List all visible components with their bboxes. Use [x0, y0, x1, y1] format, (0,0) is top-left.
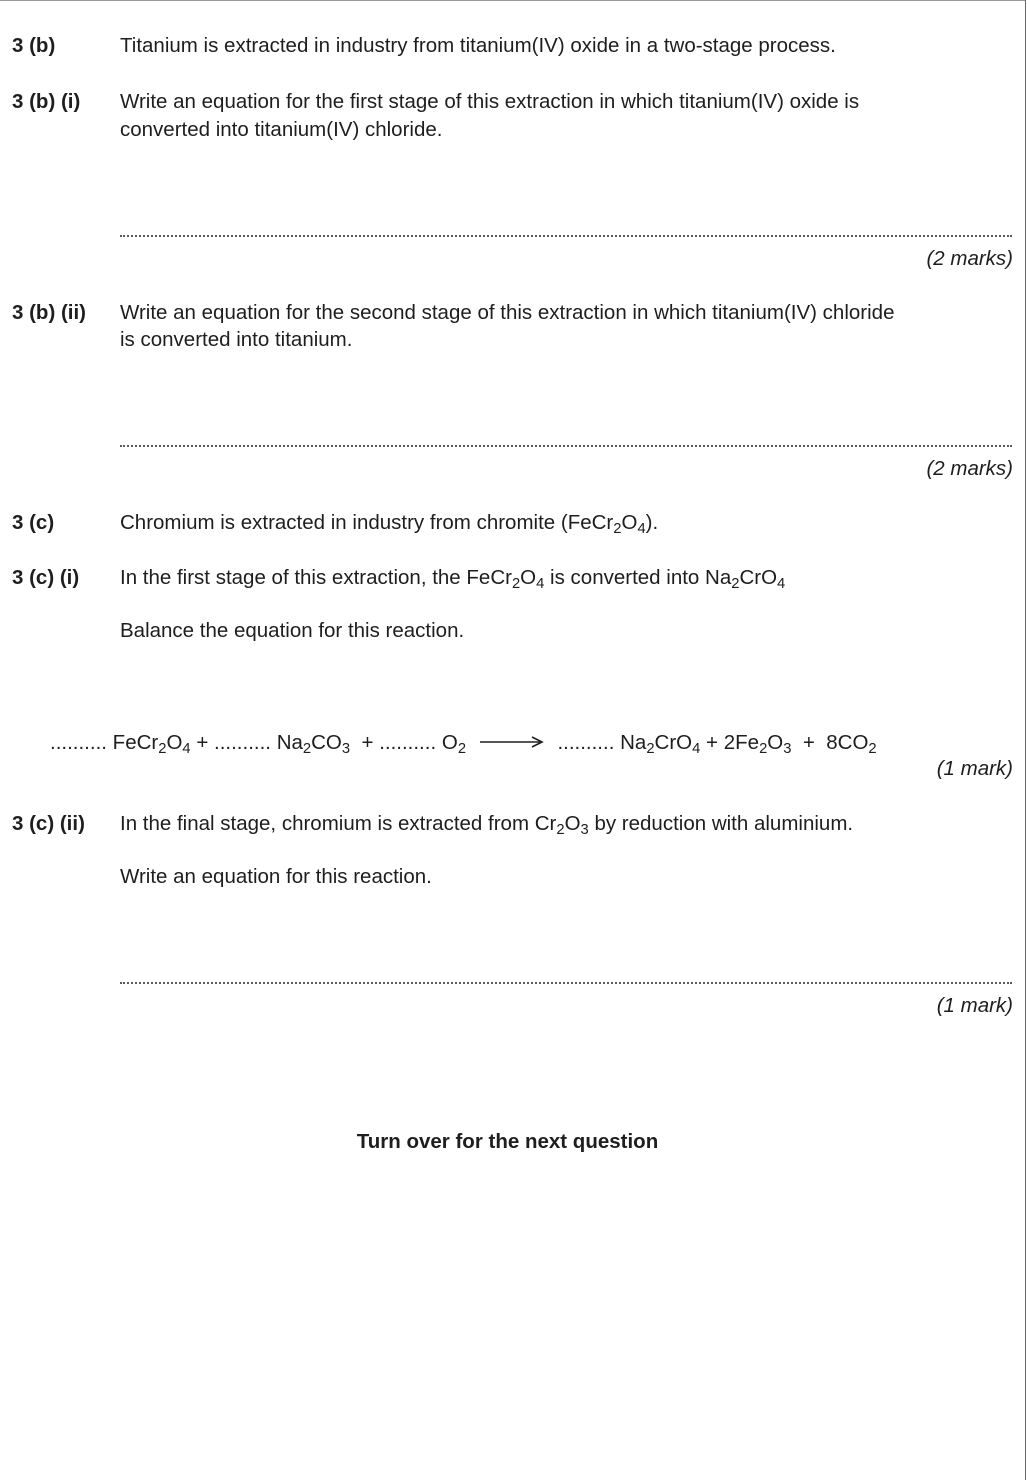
product-fe2o3: $2Fe_2O_3$: [723, 731, 792, 758]
question-3b-text: Titanium is extracted in industry from titanium(IV) oxide in a two-stage process.: [120, 34, 836, 57]
question-3bi-line2: converted into titanium(IV) chloride.: [120, 118, 443, 141]
question-3bii-line1: Write an equation for the second stage of this extraction in which titanium(IV) chloride: [120, 301, 895, 324]
question-3bi-line1: Write an equation for the first stage of this extraction in which titanium(IV) oxide is: [120, 90, 860, 113]
answer-line-3bi[interactable]: [120, 235, 1012, 237]
blank-coefficient-1[interactable]: ..........: [50, 731, 107, 754]
question-number-3c: 3 (c): [12, 511, 55, 534]
marks-3cii: (1 mark): [936, 994, 1013, 1017]
answer-line-3bii[interactable]: [120, 445, 1012, 447]
blank-coefficient-4[interactable]: ..........: [557, 731, 615, 754]
plus-sign: +: [706, 731, 719, 754]
marks-3ci: (1 mark): [936, 757, 1013, 780]
question-3ci-line2: Balance the equation for this reaction.: [120, 619, 465, 642]
reactant-fecr2o4: $FeCr_2O_4$: [112, 731, 191, 758]
question-number-3cii: 3 (c) (ii): [12, 812, 85, 835]
page-border-top: [0, 0, 1026, 1]
marks-3bi: (2 marks): [926, 247, 1013, 270]
page-border-right: [1025, 0, 1026, 1480]
answer-line-3cii[interactable]: [120, 982, 1012, 984]
question-number-3bi: 3 (b) (i): [12, 90, 81, 113]
blank-coefficient-2[interactable]: ..........: [214, 731, 271, 754]
question-3bii-line2: is converted into titanium.: [120, 328, 353, 351]
question-3cii-line1: In the final stage, chromium is extracted from $Cr_2O_3$ by reduction with aluminium.: [120, 812, 854, 839]
turn-over-instruction: Turn over for the next question: [356, 1130, 659, 1153]
plus-sign: +: [196, 731, 209, 754]
question-3c-text: Chromium is extracted in industry from chromite $(FeCr_2O_4)$.: [120, 511, 659, 538]
question-number-3bii: 3 (b) (ii): [12, 301, 87, 324]
question-3ci-line1: In the first stage of this extraction, the $FeCr_2O_4$ is converted into $Na_2CrO_4$: [120, 566, 786, 593]
reactant-o2: $O_2$: [441, 731, 467, 758]
balance-equation: [50, 729, 877, 757]
reactant-na2co3: $Na_2CO_3$: [276, 731, 351, 758]
product-co2: $8CO_2$: [826, 731, 877, 758]
blank-coefficient-3[interactable]: ..........: [379, 731, 437, 754]
marks-3bii: (2 marks): [926, 457, 1013, 480]
plus-sign: +: [802, 731, 815, 754]
question-number-3ci: 3 (c) (i): [12, 566, 80, 589]
plus-sign: +: [361, 731, 374, 754]
product-na2cro4: $Na_2CrO_4$: [620, 731, 701, 758]
question-number-3b: 3 (b): [12, 34, 56, 57]
question-3cii-line2: Write an equation for this reaction.: [120, 865, 432, 888]
reaction-arrow-icon: [480, 735, 544, 749]
